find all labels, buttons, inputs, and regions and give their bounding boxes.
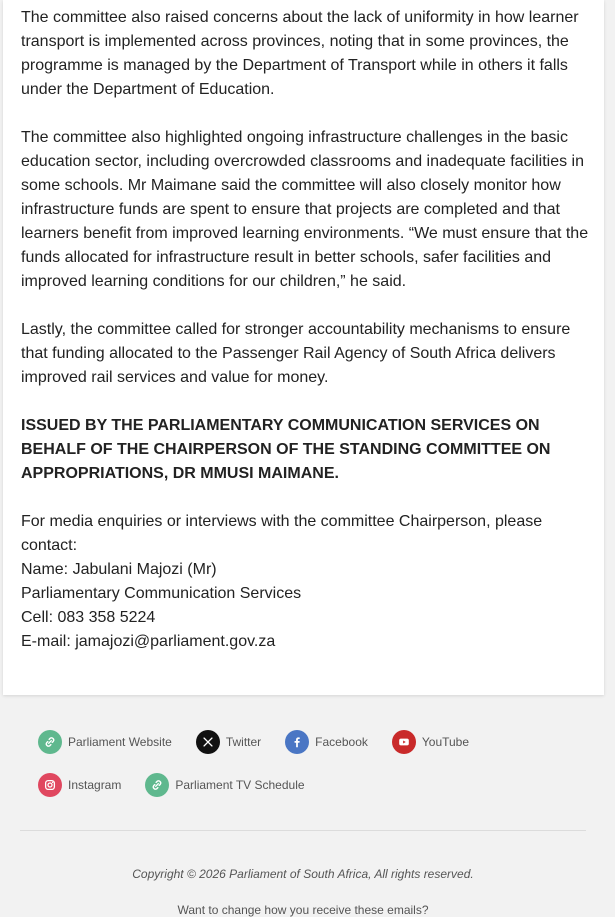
social-links-row-2 bbox=[38, 772, 598, 798]
paragraph-accountability: Lastly, the committee called for stronger accountability mechanisms to ensure that funding allocated to the Passenger Rail Agency of South Africa delivers improved rail services and value for money. bbox=[21, 321, 571, 386]
twitter-link[interactable] bbox=[196, 730, 261, 754]
footer-divider bbox=[20, 830, 586, 831]
instagram-link[interactable] bbox=[38, 773, 121, 797]
parliament-website-link[interactable] bbox=[38, 730, 172, 754]
social-links-row-1 bbox=[38, 729, 598, 755]
issued-statement: ISSUED BY THE PARLIAMENTARY COMMUNICATION SERVICES ON BEHALF OF THE CHAIRPERSON OF THE STANDING COMMITTEE ON APPROPRIATIONS, DR MMUSI MAIMANE. bbox=[21, 417, 551, 482]
article-card bbox=[3, 0, 604, 695]
youtube-label: YouTube bbox=[421, 735, 470, 749]
twitter-label: Twitter bbox=[225, 735, 262, 749]
contact-name: Name: Jabulani Majozi (Mr) bbox=[21, 561, 217, 578]
parliament-website-label: Parliament Website bbox=[68, 735, 172, 749]
copyright-text: Copyright © 2026 Parliament of South Africa, All rights reserved. bbox=[132, 867, 474, 881]
contact-intro: For media enquiries or interviews with the committee Chairperson, please contact: bbox=[21, 513, 543, 554]
email-footer bbox=[0, 695, 615, 917]
contact-email[interactable]: E-mail: jamajozi@parliament.gov.za bbox=[21, 633, 276, 650]
contact-cell: Cell: 083 358 5224 bbox=[21, 609, 156, 626]
youtube-link[interactable] bbox=[392, 730, 469, 754]
contact-block bbox=[21, 510, 596, 654]
parliament-tv-schedule-label: Parliament TV Schedule bbox=[175, 778, 305, 792]
youtube-icon bbox=[392, 730, 416, 754]
change-preferences-text: Want to change how you receive these emails? bbox=[177, 903, 429, 917]
facebook-label: Facebook bbox=[315, 735, 368, 749]
link-icon bbox=[145, 773, 169, 797]
facebook-icon bbox=[285, 730, 309, 754]
x-icon bbox=[196, 730, 220, 754]
contact-org: Parliamentary Communication Services bbox=[21, 585, 302, 602]
instagram-icon bbox=[38, 773, 62, 797]
social-links bbox=[38, 729, 598, 815]
paragraph-learner-transport: The committee also raised concerns about the lack of uniformity in how learner transport is implemented across provinces, noting that in some provinces, the programme is managed by the Department of Transport while in others it falls under the Department of Education. bbox=[21, 9, 579, 98]
instagram-label: Instagram bbox=[68, 778, 122, 792]
parliament-tv-schedule-link[interactable] bbox=[145, 773, 304, 797]
article-body bbox=[21, 6, 596, 678]
facebook-link[interactable] bbox=[285, 730, 368, 754]
paragraph-infrastructure: The committee also highlighted ongoing infrastructure challenges in the basic education sector, including overcrowded classrooms and inadequate facilities in some schools. Mr Maimane said the committee will also closely monitor how infrastructure funds are spent to ensure that projects are completed and that learners benefit from improved learning environments. “We must ensure that the funds allocated for infrastructure result in better schools, safer facilities and improved learning conditions for our children,” he said. bbox=[21, 129, 589, 290]
link-icon bbox=[38, 730, 62, 754]
